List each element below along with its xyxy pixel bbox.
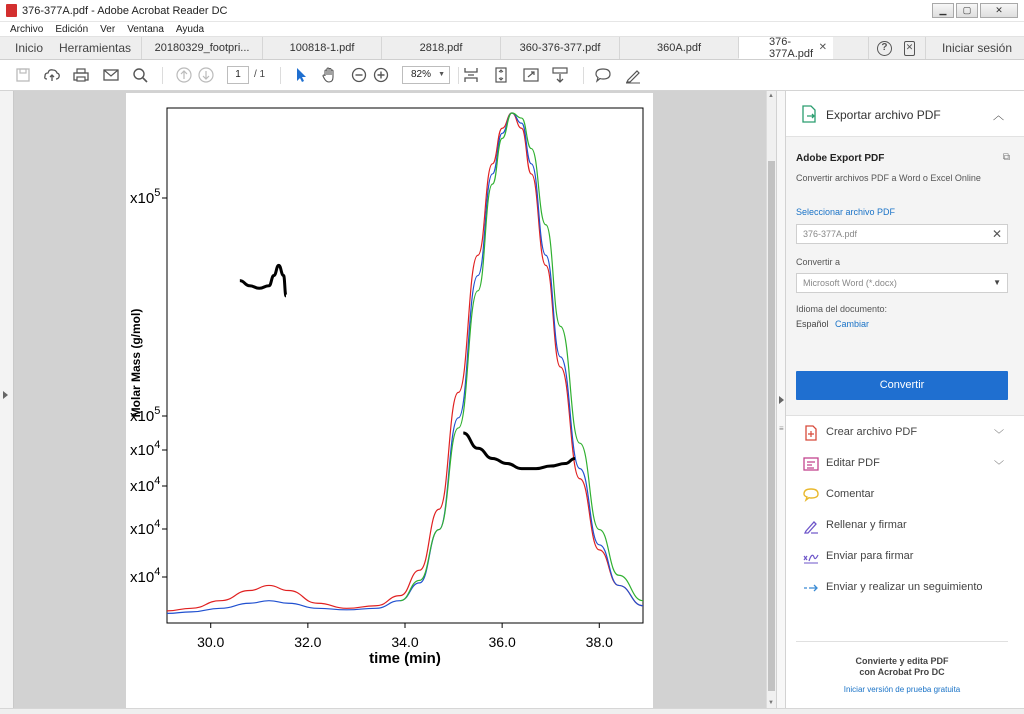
chevron-down-icon: ▼ [438, 71, 445, 78]
selected-file-value: 376-377A.pdf [803, 229, 858, 239]
zoom-level-select[interactable] [402, 66, 450, 84]
tool-label: Editar PDF [826, 457, 880, 469]
scroll-up-arrow-icon[interactable]: ▲ [768, 93, 774, 99]
clear-file-icon[interactable]: ✕ [991, 227, 1002, 241]
tab-close-icon[interactable]: ✕ [818, 42, 828, 53]
full-screen-icon[interactable] [522, 66, 540, 84]
toolbar-divider [583, 67, 584, 84]
tool-edit-pdf[interactable] [786, 448, 1024, 479]
toolbar-divider [162, 67, 163, 84]
toolbar-divider [458, 67, 459, 84]
header-right [868, 37, 1024, 59]
doc-tab-active[interactable] [738, 37, 833, 59]
chevron-down-icon: ▼ [993, 278, 1001, 287]
select-cursor-icon[interactable] [291, 66, 309, 84]
y-tick-label: $x10^4$ [130, 566, 161, 586]
tool-create-pdf[interactable] [786, 417, 1024, 448]
doc-language-row [796, 319, 869, 329]
create-pdf-icon [803, 425, 819, 441]
tool-list [786, 417, 1024, 603]
fill-sign-icon [803, 518, 819, 534]
chevron-down-icon[interactable]: ﹀ [994, 461, 1004, 472]
hand-tool-icon[interactable] [320, 66, 338, 84]
upload-cloud-icon[interactable] [43, 66, 61, 84]
tools-pane [786, 91, 1024, 708]
doc-tab-5[interactable]: 360A.pdf [619, 37, 738, 59]
edit-pdf-icon [803, 456, 819, 472]
change-language-link[interactable]: Cambiar [835, 319, 870, 329]
chromatogram-chart [126, 93, 653, 708]
acrobat-app-icon [6, 4, 17, 17]
menu-ver[interactable]: Ver [100, 23, 116, 35]
nav-home[interactable]: Inicio [15, 41, 44, 55]
window-title: 376-377A.pdf - Adobe Acrobat Reader DC [22, 4, 228, 17]
chevron-down-icon[interactable]: ﹀ [994, 430, 1004, 441]
tool-label: Enviar para firmar [826, 550, 914, 562]
scroll-thumb[interactable] [768, 161, 775, 691]
plot-frame [167, 108, 643, 623]
doc-language-value: Español [796, 319, 829, 329]
collapse-pane-arrow-icon[interactable] [779, 396, 784, 404]
window-controls [932, 3, 1018, 18]
send-track-icon [803, 580, 819, 596]
copy-icon[interactable]: ⧉ [1002, 152, 1010, 163]
mobile-link-icon[interactable]: ✕ [904, 41, 915, 56]
x-tick-label: 36.0 [488, 634, 516, 650]
title-bar [0, 0, 1024, 22]
upgrade-promo [796, 641, 1008, 694]
promo-line-1: Convierte y edita PDF [855, 656, 949, 666]
menu-ventana[interactable]: Ventana [127, 23, 164, 35]
minimize-button[interactable]: ▁ [932, 3, 954, 18]
export-pdf-panel [786, 137, 1024, 416]
expand-left-arrow-icon [3, 391, 8, 399]
export-section-title: Adobe Export PDF [796, 153, 885, 164]
tool-label: Comentar [826, 488, 875, 500]
tool-label: Crear archivo PDF [826, 426, 918, 438]
document-viewport[interactable] [0, 91, 766, 708]
export-description: Convertir archivos PDF a Word o Excel Online [796, 173, 981, 183]
grip-icon: ≡ [779, 424, 784, 433]
zoom-in-icon[interactable] [372, 66, 390, 84]
search-icon[interactable] [131, 66, 149, 84]
y-tick-label: $x10^4$ [130, 439, 161, 459]
tool-comment[interactable] [786, 479, 1024, 510]
status-strip [0, 708, 1024, 714]
x-tick-label: 38.0 [585, 634, 613, 650]
menu-bar [0, 22, 1024, 36]
save-icon[interactable] [14, 66, 32, 84]
next-page-icon[interactable] [197, 66, 215, 84]
y-tick-label: $x10^5$ [130, 405, 161, 425]
promo-line-2: con Acrobat Pro DC [859, 667, 945, 677]
page-number-input[interactable]: 1 [227, 66, 249, 84]
y-axis-label: Molar Mass (g/mol) [129, 308, 143, 418]
select-file-link[interactable]: Seleccionar archivo PDF [796, 207, 896, 217]
doc-tab-2[interactable]: 100818-1.pdf [262, 37, 381, 59]
vertical-scrollbar[interactable] [766, 91, 776, 708]
doc-language-label: Idioma del documento: [796, 304, 888, 314]
export-pdf-label: Exportar archivo PDF [826, 108, 941, 122]
series-line-4 [463, 433, 575, 469]
series-line-3 [400, 113, 643, 601]
print-icon[interactable] [72, 66, 90, 84]
page-total-label: / 1 [254, 69, 266, 80]
x-tick-label: 30.0 [197, 634, 225, 650]
convert-to-label: Convertir a [796, 257, 841, 267]
convert-button[interactable]: Convertir [796, 371, 1008, 400]
toolbar-divider [280, 67, 281, 84]
selected-file-field[interactable] [796, 224, 1008, 244]
series-line-5 [240, 265, 286, 295]
fit-page-icon[interactable] [492, 66, 510, 84]
scroll-mode-icon[interactable] [462, 66, 480, 84]
convert-format-select[interactable] [796, 273, 1008, 293]
series-line-2 [167, 113, 643, 613]
tab-bar [0, 36, 1024, 60]
main-toolbar [0, 60, 1024, 91]
menu-edicion[interactable]: Edición [55, 23, 89, 35]
maximize-button[interactable]: ▢ [956, 3, 978, 18]
email-icon[interactable] [102, 66, 120, 84]
free-trial-link[interactable]: Iniciar versión de prueba gratuita [843, 685, 961, 694]
doc-tab-3[interactable]: 2818.pdf [381, 37, 500, 59]
prev-page-icon[interactable] [175, 66, 193, 84]
tool-send-track[interactable] [786, 572, 1024, 603]
send-sign-icon [803, 549, 819, 565]
menu-ayuda[interactable]: Ayuda [175, 23, 205, 35]
sign-pen-icon[interactable] [624, 66, 642, 84]
zoom-out-icon[interactable] [350, 66, 368, 84]
scroll-down-arrow-icon[interactable]: ▼ [768, 700, 774, 706]
zoom-value: 82% [411, 69, 432, 80]
signin-link[interactable]: Iniciar sesión [925, 37, 1024, 59]
series-line-1 [167, 113, 643, 611]
convert-format-value: Microsoft Word (*.docx) [803, 278, 897, 288]
tool-label: Enviar y realizar un seguimiento [826, 581, 983, 593]
pane-splitter[interactable] [776, 91, 786, 708]
help-icon[interactable]: ? [877, 41, 892, 56]
x-axis-label: time (min) [369, 650, 441, 667]
chevron-up-icon[interactable]: ︿ [993, 110, 1004, 122]
tool-fill-sign[interactable] [786, 510, 1024, 541]
x-tick-label: 32.0 [294, 634, 322, 650]
y-tick-label: $x10^4$ [130, 475, 161, 495]
menu-archivo[interactable]: Archivo [10, 23, 44, 35]
left-panel-toggle[interactable] [0, 91, 14, 708]
close-window-button[interactable]: ✕ [980, 3, 1018, 18]
comment-toolbar-icon[interactable] [594, 66, 612, 84]
nav-tools[interactable]: Herramientas [59, 41, 132, 55]
pdf-page [126, 93, 653, 708]
doc-tab-1[interactable]: 20180329_footpri... [141, 37, 262, 59]
read-mode-icon[interactable] [551, 66, 569, 84]
promo-text [796, 656, 1008, 678]
doc-tab-4[interactable]: 360-376-377.pdf [500, 37, 619, 59]
export-pdf-header[interactable] [786, 91, 1024, 137]
export-pdf-icon [802, 105, 817, 123]
y-tick-label: $x10^4$ [130, 518, 161, 538]
x-tick-label: 34.0 [391, 634, 419, 650]
tool-send-sign[interactable] [786, 541, 1024, 572]
y-tick-label: $x10^5$ [130, 187, 161, 207]
active-tab-label: 376-377A.pdf [769, 35, 814, 60]
comment-icon [803, 487, 819, 503]
tool-label: Rellenar y firmar [826, 519, 907, 531]
